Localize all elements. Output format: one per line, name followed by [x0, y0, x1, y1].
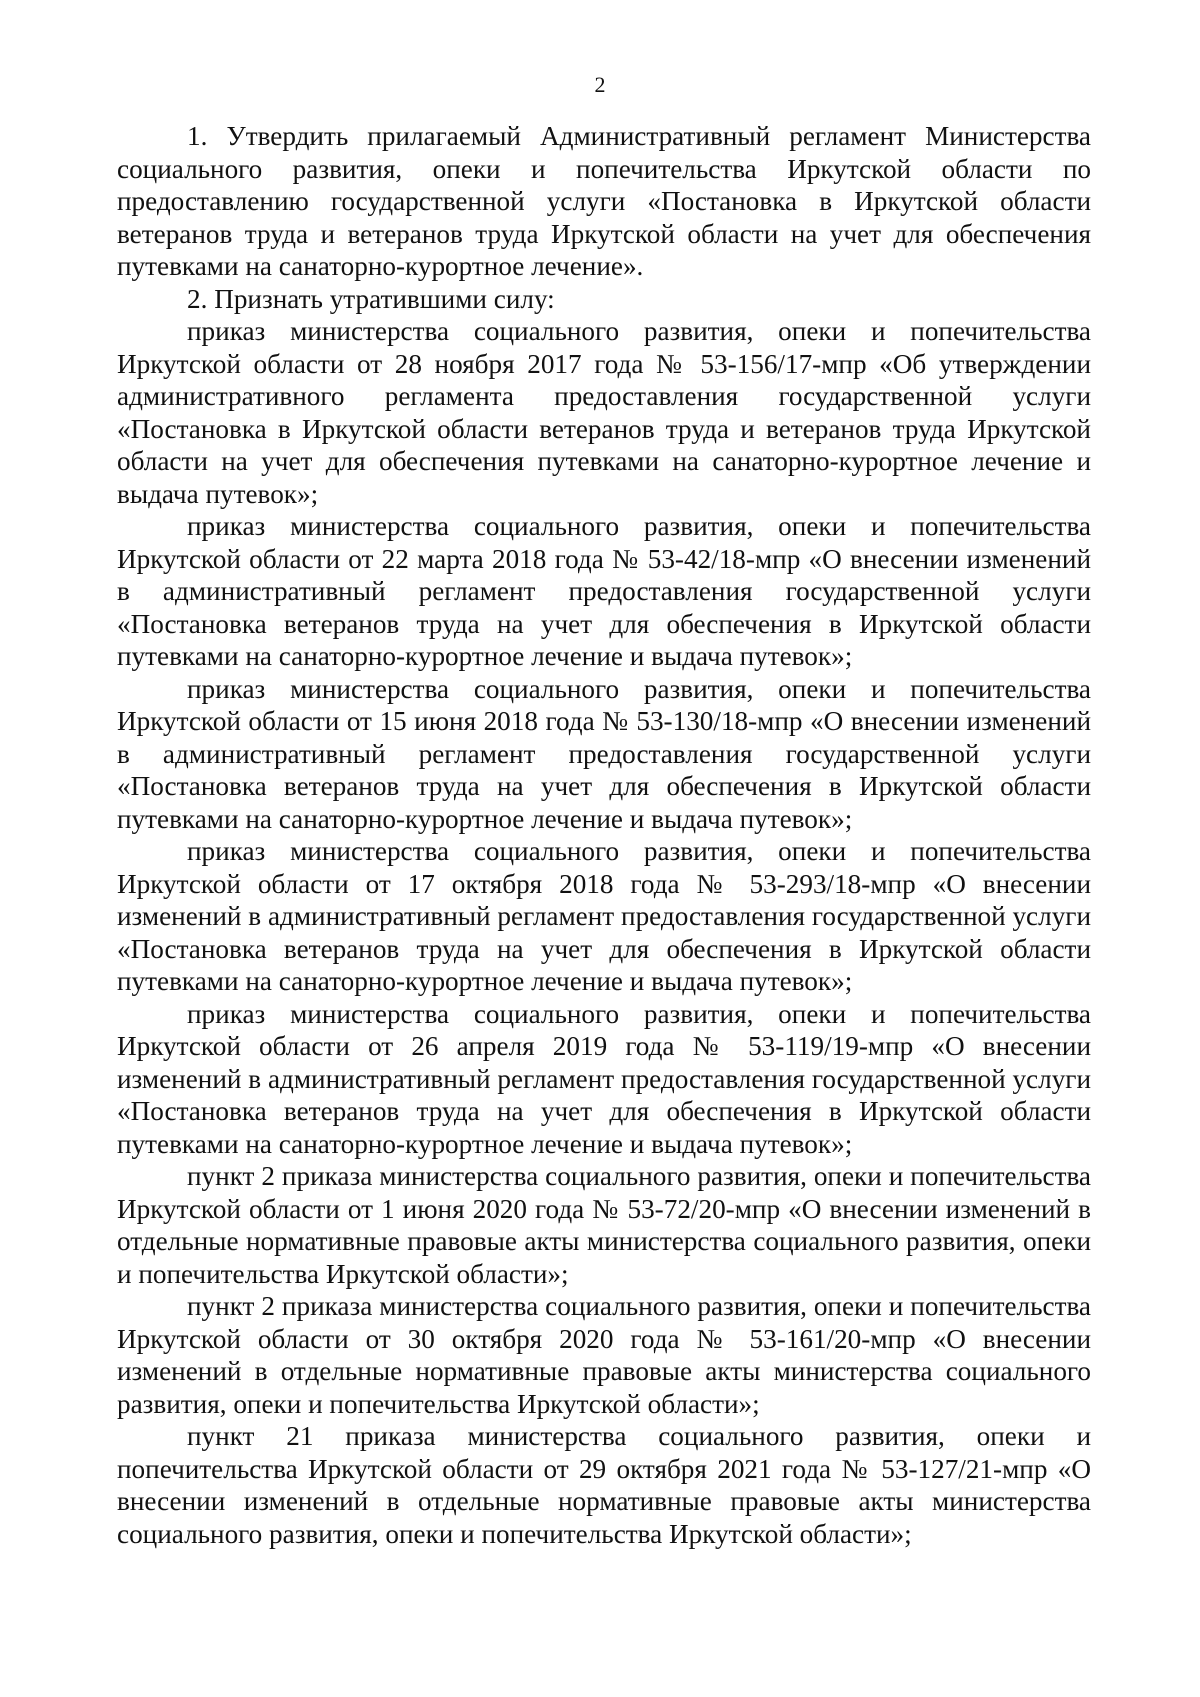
revoked-clause-2020-06-01: пункт 2 приказа министерства социального развития, опеки и попечительства Иркутской области от 1 июня 2020 года № 53-72/20-мпр «О внесении изменений в отдельные нормативные правовые акты министерства социального развития, опеки и попечительства Иркутской области»; [117, 1161, 1091, 1289]
revoked-clause-2020-10-30: пункт 2 приказа министерства социального развития, опеки и попечительства Иркутской области от 30 октября 2020 года № 53-161/20-мпр «О внесении изменений в отдельные нормативные правовые акты министерства социального развития, опеки и попечительства Иркутской области»; [117, 1291, 1091, 1419]
paragraph-item-2-revoke-heading: 2. Признать утратившими силу: [187, 283, 555, 314]
paragraph-item-1-approve-regulation: 1. Утвердить прилагаемый Административный регламент Министерства социального развития, опеки и попечительства Иркутской области по предоставлению государственной услуги «Постановка в Иркутской области ветеранов труда и ветеранов труда Иркутской области на учет для обеспечения путевками на санаторно-курортное лечение». [117, 121, 1091, 281]
revoked-order-2019-04-26: приказ министерства социального развития, опеки и попечительства Иркутской области от 26 апреля 2019 года № 53-119/19-мпр «О внесении изменений в административный регламент предоставления государственной услуги «Постановка ветеранов труда на учет для обеспечения в Иркутской области путевками на санаторно-курортное лечение и выдача путевок»; [117, 998, 1091, 1159]
page-number: 2 [594, 72, 606, 97]
revoked-order-2018-06-15: приказ министерства социального развития, опеки и попечительства Иркутской области от 15 июня 2018 года № 53-130/18-мпр «О внесении изменений в административный регламент предоставления государственной услуги «Постановка ветеранов труда на учет для обеспечения в Иркутской области путевками на санаторно-курортное лечение и выдача путевок»; [117, 673, 1091, 834]
document-body [117, 120, 1091, 1550]
revoked-order-2017-11-28: приказ министерства социального развития, опеки и попечительства Иркутской области от 28 ноября 2017 года № 53-156/17-мпр «Об утверждении административного регламента предоставления государственной услуги «Постановка в Иркутской области ветеранов труда и ветеранов труда Иркутской области на учет для обеспечения путевками на санаторно-курортное лечение и выдача путевок»; [117, 316, 1091, 509]
revoked-order-2018-03-22: приказ министерства социального развития, опеки и попечительства Иркутской области от 22 марта 2018 года № 53-42/18-мпр «О внесении изменений в административный регламент предоставления государственной услуги «Постановка ветеранов труда на учет для обеспечения в Иркутской области путевками на санаторно-курортное лечение и выдача путевок»; [117, 511, 1091, 671]
revoked-order-2018-10-17: приказ министерства социального развития, опеки и попечительства Иркутской области от 17 октября 2018 года № 53-293/18-мпр «О внесении изменений в административный регламент предоставления государственной услуги «Постановка ветеранов труда на учет для обеспечения в Иркутской области путевками на санаторно-курортное лечение и выдача путевок»; [117, 836, 1091, 996]
revoked-clause-2021-10-29: пункт 21 приказа министерства социального развития, опеки и попечительства Иркутской области от 29 октября 2021 года № 53-127/21-мпр «О внесении изменений в отдельные нормативные правовые акты министерства социального развития, опеки и попечительства Иркутской области»; [117, 1421, 1091, 1549]
